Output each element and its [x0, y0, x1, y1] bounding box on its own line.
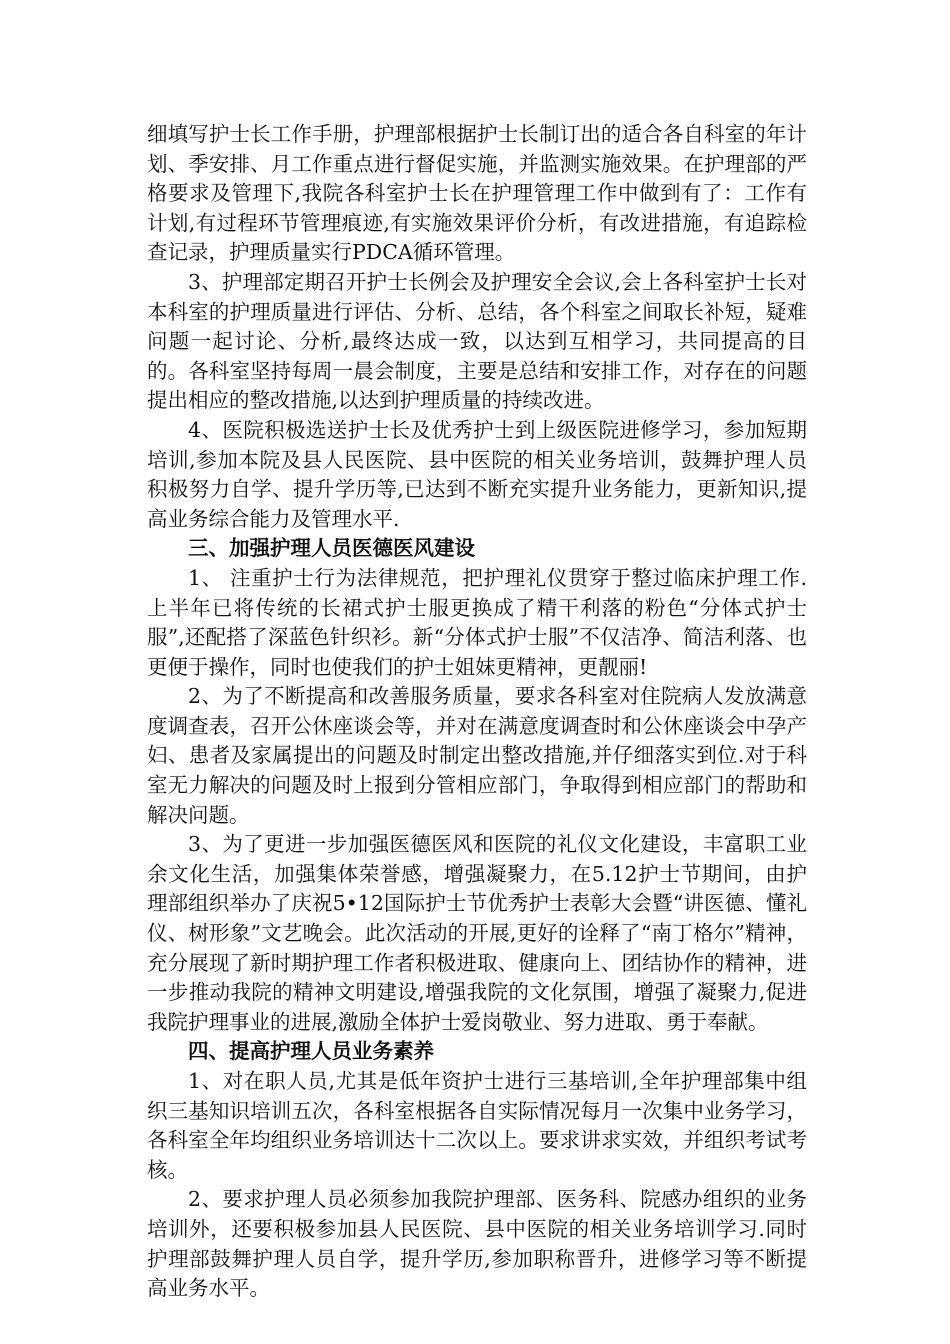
paragraph-4-2: 2、要求护理人员必须参加我院护理部、医务科、院感办组织的业务培训外，还要积极参加县人民医院、县中医院的相关业务培训学习.同时护理部鼓舞护理人员自学，提升学历,参加职称晋升，进修学习等不断提高业务水平。: [147, 1187, 807, 1301]
paragraph-3-2: 2、为了不断提高和改善服务质量，要求各科室对住院病人发放满意度调查表，召开公休座谈会等，并对在满意度调查时和公休座谈会中孕产妇、患者及家属提出的问题及时制定出整改措施,并仔细落实到位.对于科室无力解决的问题及时上报到分管相应部门，争取得到相应部门的帮助和解决问题。: [147, 684, 807, 827]
section-heading-3: 三、加强护理人员医德医风建设: [188, 536, 475, 561]
document-body: [147, 120, 807, 1304]
paragraph-3-3: 3、为了更进一步加强医德医风和医院的礼仪文化建设，丰富职工业余文化生活，加强集体荣誉感，增强凝聚力，在5.12护士节期间，由护理部组织举办了庆祝5•12国际护士节优秀护士表彰大会暨“讲医德、懂礼仪、树形象”文艺晚会。此次活动的开展,更好的诠释了“南丁格尔”精神，充分展现了新时期护理工作者积极进取、健康向上、团结协作的精神，进一步推动我院的精神文明建设,增强我院的文化氛围，增强了凝聚力,促进我院护理事业的进展,激励全体护士爱岗敬业、努力进取、勇于奉献。: [147, 832, 807, 1034]
paragraph-2-3: 3、护理部定期召开护士长例会及护理安全会议,会上各科室护士长对本科室的护理质量进行评估、分析、总结，各个科室之间取长补短，疑难问题一起讨论、分析,最终达成一致，以达到互相学习，共同提高的目的。各科室坚持每周一晨会制度，主要是总结和安排工作，对存在的问题提出相应的整改措施,以达到护理质量的持续改进。: [147, 269, 807, 413]
paragraph-2-4: 4、医院积极选送护士长及优秀护士到上级医院进修学习，参加短期培训,参加本院及县人民医院、县中医院的相关业务培训，鼓舞护理人员积极努力自学、提升学历等,已达到不断充实提升业务能力，更新知识,提高业务综合能力及管理水平.: [147, 417, 807, 531]
paragraph-3-1: 1、 注重护士行为法律规范，把护理礼仪贯穿于整过临床护理工作.上半年已将传统的长裙式护士服更换成了精干利落的粉色“分体式护士服”,还配搭了深蓝色针织衫。新“分体式护士服”不仅洁净、简洁利落、也更便于操作，同时也使我们的护士姐妹更精神，更靓丽!: [147, 565, 807, 679]
section-heading-4: 四、提高护理人员业务素养: [188, 1039, 434, 1064]
paragraph-4-1: 1、对在职人员,尤其是低年资护士进行三基培训,全年护理部集中组织三基知识培训五次，各科室根据各自实际情况每月一次集中业务学习，各科室全年均组织业务培训达十二次以上。要求讲求实效，并组织考试考核。: [147, 1069, 807, 1182]
paragraph-continuation: 细填写护士长工作手册，护理部根据护士长制订出的适合各自科室的年计划、季安排、月工作重点进行督促实施，并监测实施效果。在护理部的严格要求及管理下,我院各科室护士长在护理管理工作中做到有了：工作有计划,有过程环节管理痕迹,有实施效果评价分析，有改进措施，有追踪检查记录，护理质量实行PDCA循环管理。: [147, 122, 807, 265]
